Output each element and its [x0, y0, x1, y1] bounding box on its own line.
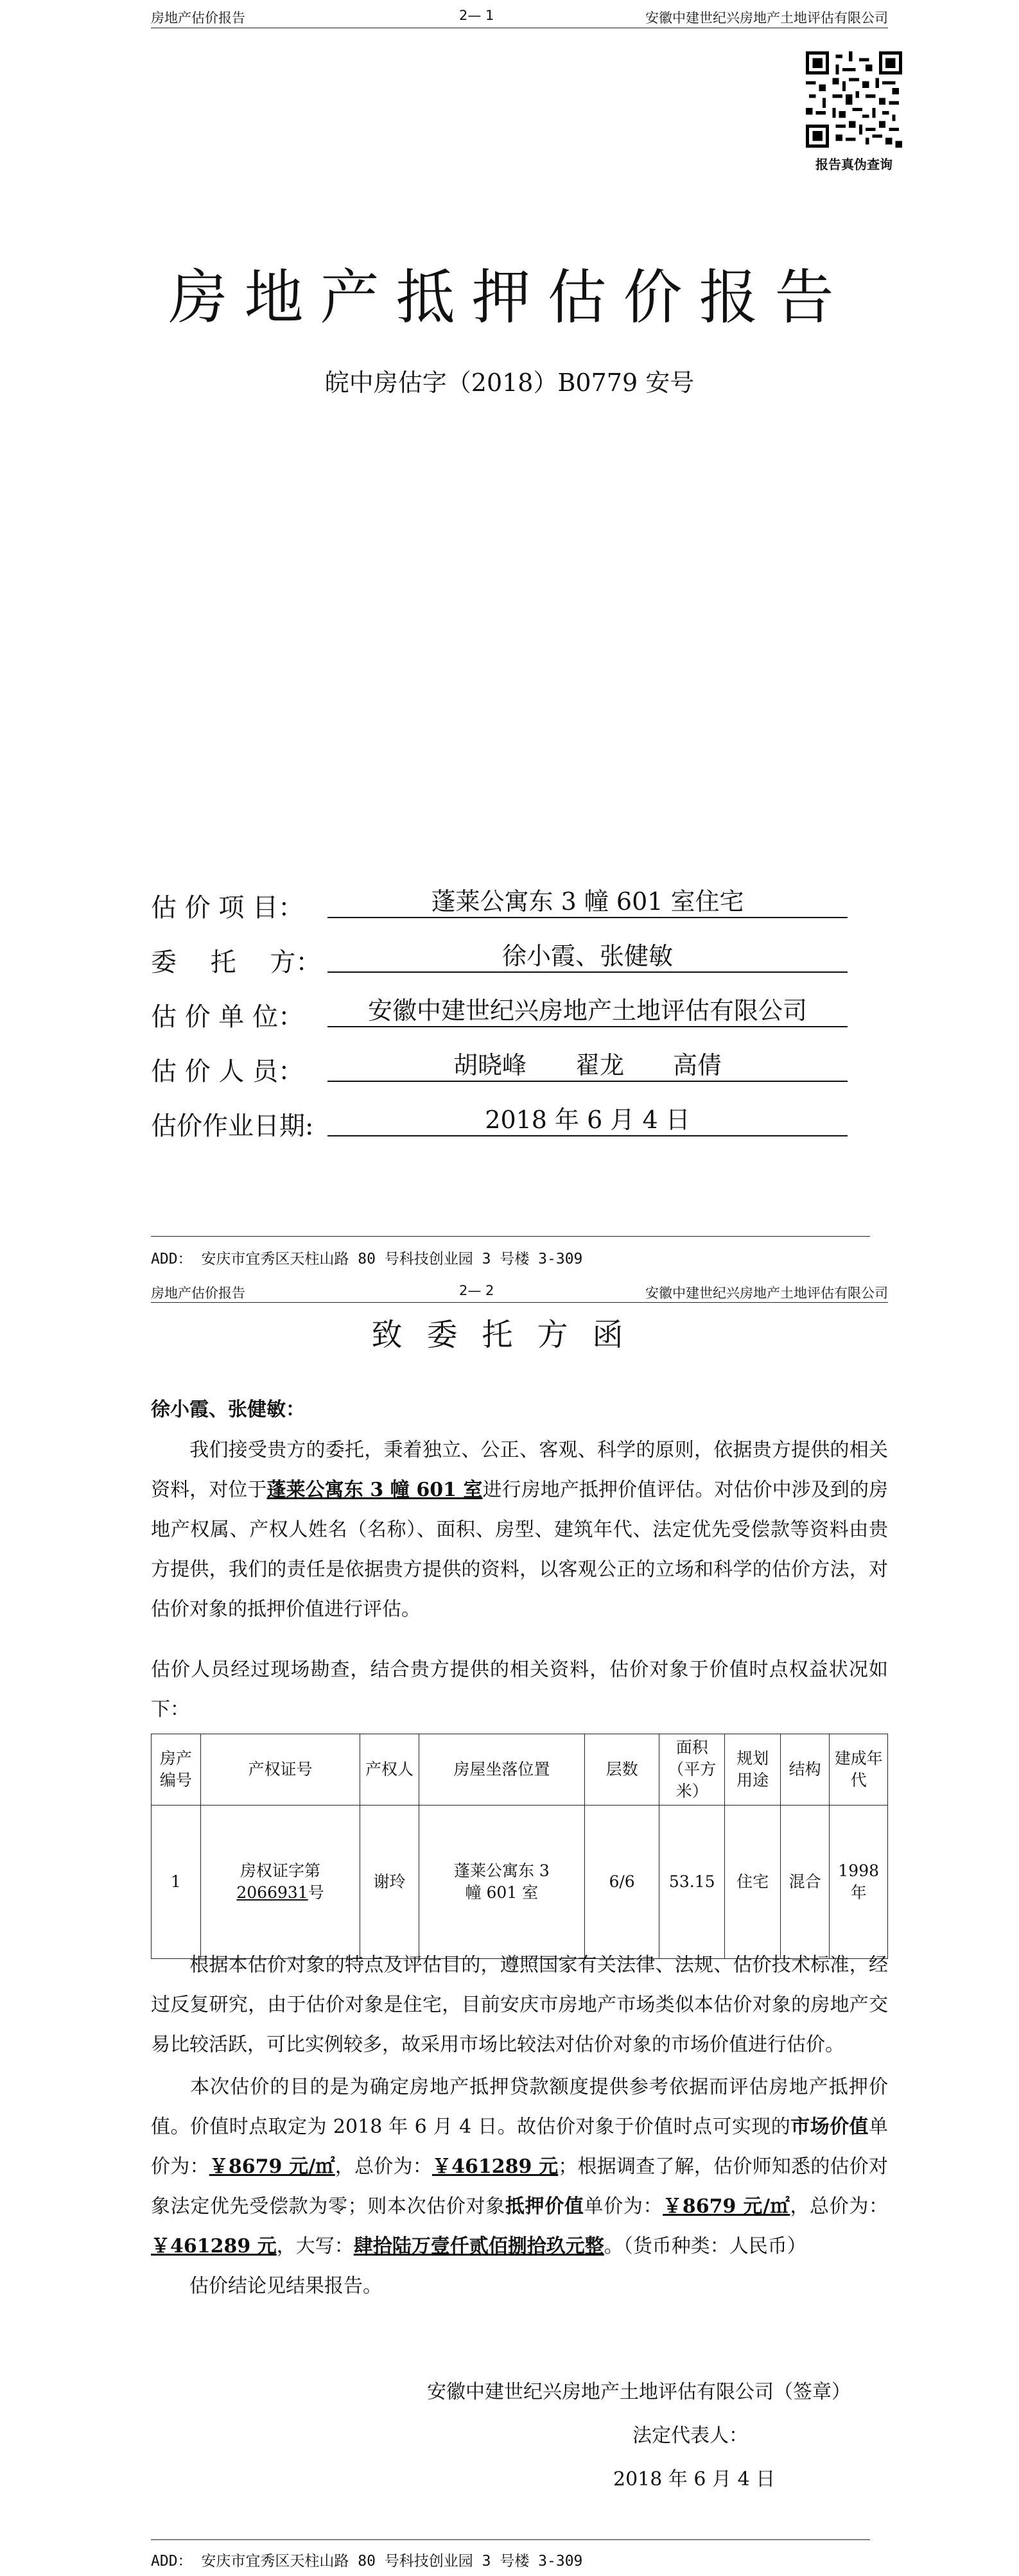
field-label-appraiser-unit: 估 价 单 位： — [151, 1002, 304, 1032]
header-left: 房地产估价报告 — [151, 10, 245, 26]
table-cell: 蓬莱公寓东 3 幢 601 室 — [419, 1806, 585, 1959]
letter-paragraph-2: 估价人员经过现场勘查，结合贵方提供的相关资料，估价对象于价值时点权益状况如下： — [151, 1658, 888, 1721]
header-right: 安徽中建世纪兴房地产土地评估有限公司 — [645, 1285, 888, 1301]
letter-paragraph-1: 我们接受贵方的委托，秉着独立、公正、客观、科学的原则，依据贵方提供的相关资料，对位于蓬莱公寓东 3 幢 601 室进行房地产抵押价值评估。对估价中涉及到的房地产权属、产权人姓名（名称）、面积、房型、建筑年代、法定优先受偿款等资料由贵方提供，我们的责任是依据贵方提供的资料，以客观公正的立场和科学的估价方法，对估价对象的抵押价值进行评估。 — [151, 1439, 889, 1621]
field-label-project: 估 价 项 目： — [151, 893, 304, 923]
header-page-number: 2— 2 — [459, 1283, 494, 1298]
table-cell-cert: 房权证字第 2066931号 — [200, 1806, 360, 1959]
table-cell: 混合 — [780, 1806, 830, 1959]
page2-header — [151, 1283, 888, 1302]
table-header-cell: 层数 — [585, 1734, 659, 1806]
table-header-cell: 建成年代 — [830, 1734, 888, 1806]
field-value-work-date: 2018 年 6 月 4 日 — [327, 1104, 848, 1136]
table-cell: 1 — [152, 1806, 201, 1959]
header-page-number: 2— 1 — [459, 8, 494, 23]
table-row — [152, 1806, 888, 1959]
field-value-appraisers: 胡晓峰 翟龙 高倩 — [327, 1050, 848, 1082]
field-label-client: 委 托 方： — [151, 948, 322, 977]
header-rule — [151, 1302, 888, 1303]
table-cell: 6/6 — [585, 1806, 659, 1959]
table-cell: 谢玲 — [360, 1806, 419, 1959]
qr-caption: 报告真伪查询 — [815, 157, 893, 172]
amount-in-words: 肆拾陆万壹仟贰佰捌拾玖元整 — [353, 2235, 604, 2258]
letter-salutation: 徐小霞、张健敏： — [151, 1398, 305, 1421]
mortgage-unit-price: ￥8679 元/㎡ — [663, 2195, 790, 2218]
report-number: 皖中房估字（2018）B0779 安号 — [324, 369, 695, 397]
property-address: 蓬莱公寓东 3 幢 601 室 — [266, 1479, 483, 1501]
table-cell: 53.15 — [659, 1806, 725, 1959]
page2-address: ADD： 安庆市宜秀区天柱山路 80 号科技创业园 3 号楼 3-309 — [151, 2553, 583, 2570]
table-header-cell: 规划用途 — [725, 1734, 780, 1806]
market-unit-price: ￥8679 元/㎡ — [209, 2155, 335, 2178]
signature-company: 安徽中建世纪兴房地产土地评估有限公司（签章） — [427, 2381, 851, 2403]
field-value-appraiser-unit: 安徽中建世纪兴房地产土地评估有限公司 — [327, 995, 848, 1027]
page1-header — [151, 8, 888, 27]
letter-paragraph-5: 估价结论见结果报告。 — [189, 2275, 382, 2297]
letter-paragraph-4: 本次估价的目的是为确定房地产抵押贷款额度提供参考依据而评估房地产抵押价值。价值时点取定为 2018 年 6 月 4 日。故估价对象于价值时点可实现的市场价值单价为：￥8679 元/㎡，总价为：￥461289 元；根据调查了解，估价师知悉的估价对象法定优先受偿款为零；则本次估价对象抵押价值单价为：￥8679 元/㎡，总价为：￥461289 元，大写：肆拾陆万壹仟贰佰捌拾玖元整。（货币种类：人民币） — [151, 2076, 889, 2258]
table-header-cell: 结构 — [780, 1734, 830, 1806]
signature-date: 2018 年 6 月 4 日 — [613, 2468, 776, 2491]
table-cell: 住宅 — [725, 1806, 780, 1959]
letter-title: 致委托方函 — [371, 1317, 648, 1353]
property-table — [151, 1734, 888, 1959]
field-label-work-date: 估价作业日期: — [151, 1111, 314, 1141]
table-cell: 1998 年 — [830, 1806, 888, 1959]
qr-code-icon[interactable] — [806, 51, 902, 148]
table-header-cell: 产权证号 — [200, 1734, 360, 1806]
field-value-project: 蓬莱公寓东 3 幢 601 室住宅 — [327, 886, 848, 918]
header-right: 安徽中建世纪兴房地产土地评估有限公司 — [645, 10, 888, 26]
letter-paragraph-3: 根据本估价对象的特点及评估目的，遵照国家有关法律、法规、估价技术标准，经过反复研究，由于估价对象是住宅，目前安庆市房地产市场类似本估价对象的房地产交易比较活跃，可比实例较多，故采用市场比较法对估价对象的市场价值进行估价。 — [151, 1954, 888, 2056]
footer-rule — [151, 2539, 870, 2540]
signature-representative: 法定代表人： — [632, 2424, 748, 2447]
table-header-cell: 面积（平方米） — [659, 1734, 725, 1806]
market-total-price: ￥461289 元 — [431, 2155, 559, 2178]
report-title: 房地产抵押估价报告 — [168, 263, 851, 332]
page1-address: ADD： 安庆市宜秀区天柱山路 80 号科技创业园 3 号楼 3-309 — [151, 1251, 583, 1267]
header-left: 房地产估价报告 — [151, 1285, 245, 1301]
table-header-cell: 产权人 — [360, 1734, 419, 1806]
table-header-row — [152, 1734, 888, 1806]
field-value-client: 徐小霞、张健敏 — [327, 941, 848, 973]
table-header-cell: 房屋坐落位置 — [419, 1734, 585, 1806]
footer-rule — [151, 1236, 870, 1237]
field-label-appraisers: 估 价 人 员： — [151, 1057, 304, 1086]
mortgage-total-price: ￥461289 元 — [151, 2235, 277, 2258]
table-header-cell: 房产编号 — [152, 1734, 201, 1806]
